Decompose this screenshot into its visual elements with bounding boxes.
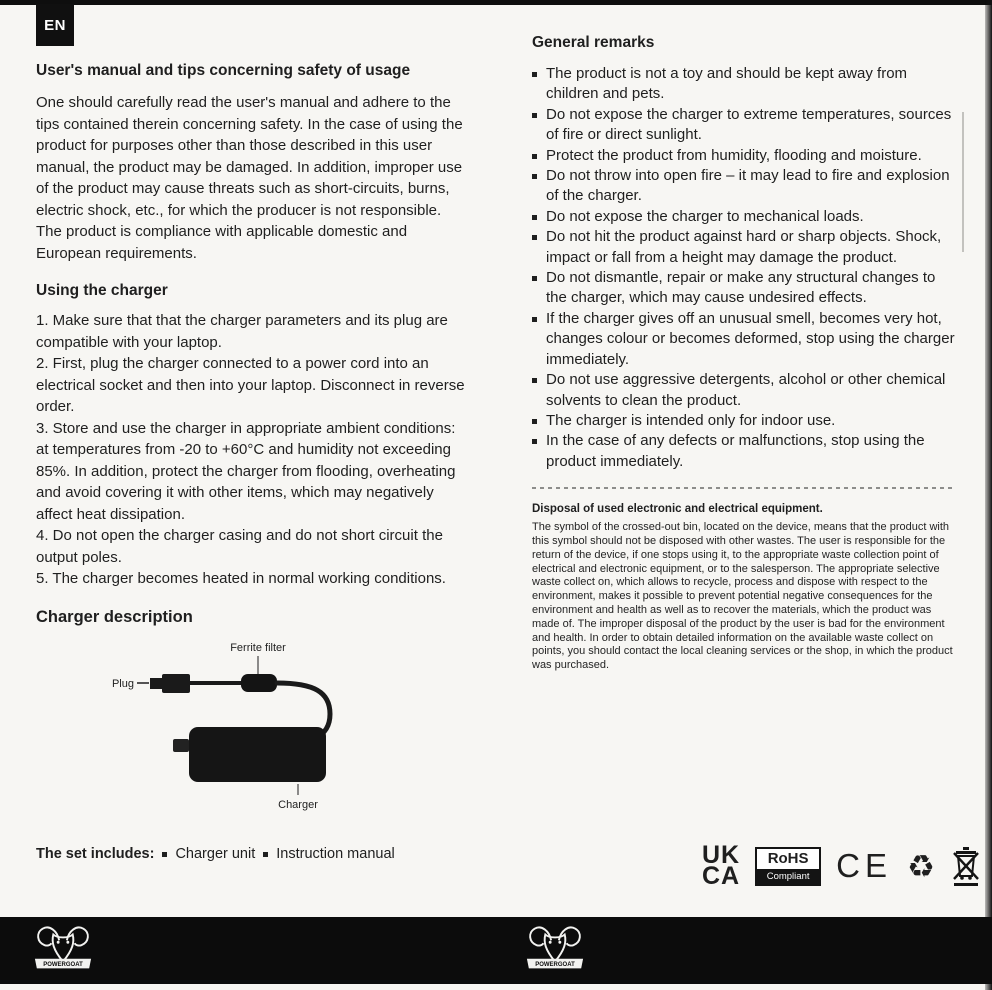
bullet-icon	[532, 174, 537, 179]
ukca-mark	[702, 841, 741, 890]
plug-label: Plug	[111, 677, 134, 690]
bullet-icon	[532, 439, 537, 444]
list-item	[532, 64, 958, 105]
powergoat-logo	[32, 922, 94, 978]
rohs-compliant-label: Compliant	[757, 869, 819, 884]
charger-diagram	[36, 635, 468, 825]
ferrite-filter-icon	[241, 674, 277, 692]
bullet-text: Do not expose the charger to mechanical loads.	[546, 207, 864, 225]
ukca-line2: CA	[702, 862, 741, 890]
bullet-icon	[532, 113, 537, 118]
powergoat-logo	[524, 922, 586, 978]
bullet-text: In the case of any defects or malfunctions, stop using the product immediately.	[546, 432, 925, 470]
right-column	[532, 34, 958, 673]
bullet-icon	[532, 154, 537, 159]
dashed-divider	[532, 487, 956, 489]
set-includes-label: The set includes:	[36, 845, 155, 862]
bullet-text: Protect the product from humidity, flooding and moisture.	[546, 146, 922, 164]
charger-description-heading: Charger description	[36, 607, 193, 626]
set-includes-item: Instruction manual	[276, 845, 395, 862]
left-column	[36, 62, 468, 862]
list-item	[532, 105, 958, 146]
using-item: 3. Store and use the charger in appropriate ambient conditions: at temperatures from -20 to +60°C and humidity not exceeding 85%. In addition, protect the charger from flooding, overheating and avoid covering it with other items, which may negatively affect heat dissipation.	[36, 419, 456, 523]
set-includes-item: Charger unit	[175, 845, 256, 862]
bullet-text: Do not expose the charger to extreme temperatures, sources of fire or direct sunlight.	[546, 105, 952, 144]
bullet-icon	[532, 235, 537, 240]
scan-edge-right	[985, 0, 992, 990]
bullet-text: Do not dismantle, repair or make any structural changes to the charger, which may cause undesired effects.	[546, 269, 936, 307]
language-badge: EN	[36, 4, 74, 46]
list-item	[532, 227, 958, 268]
plug-body-icon	[162, 674, 190, 693]
using-item: 4. Do not open the charger casing and do not short circuit the output poles.	[36, 527, 443, 566]
ce-mark: CE	[836, 847, 892, 884]
bullet-text: Do not hit the product against hard or sharp objects. Shock, impact or fall from a height may damage the product.	[546, 228, 942, 266]
bullet-icon	[532, 72, 537, 77]
scan-edge-top	[0, 0, 992, 5]
safety-body: One should carefully read the user's manual and adhere to the tips contained therein concerning safety. In the case of using the product for purposes other than those described in this user manual, the product may be damaged. In addition, improper use of the product may cause threats such as short-circuits, burns, electric shock, etc., for which the producer is not responsible. The product is compliance with applicable domestic and European requirements.	[36, 94, 463, 262]
list-item	[532, 268, 958, 309]
disposal-body: The symbol of the crossed-out bin, located on the device, means that the product with this symbol should not be disposed with other wastes. The user is responsible for the return of the device, if one stops using it, to the appropriate waste collection point of electrical and electronic equipment, or to the salesperson. The appropriate selective waste collect on, which allows to recycle, process and dispose with respect to the environment, makes it possible to prevent potential negative consequences for the environment and health as well as to recover the materials, which the product was made of. The improper disposal of the product by the user is bad for the environment and health. In order to obtain detailed information on the available waste collect on points, you should contact the local cleaning services or the shop, in which the product was purchased.	[532, 521, 953, 672]
list-item	[532, 431, 958, 472]
list-item	[532, 411, 958, 431]
plug-connector-icon	[150, 678, 162, 689]
bullet-text: If the charger gives off an unusual smell, becomes very hot, changes colour or becomes deformed, stop using the charger immediately.	[546, 309, 955, 368]
safety-heading: User's manual and tips concerning safety of usage	[36, 62, 411, 79]
list-item	[532, 146, 958, 166]
ferrite-filter-label: Ferrite filter	[230, 641, 286, 654]
bullet-icon	[162, 852, 167, 857]
disposal-heading: Disposal of used electronic and electrical equipment.	[532, 503, 823, 516]
bullet-text: Do not use aggressive detergents, alcohol or other chemical solvents to clean the product.	[546, 371, 946, 409]
footer-band	[0, 917, 992, 984]
bullet-text: The product is not a toy and should be kept away from children and pets.	[546, 65, 908, 103]
rohs-label: RoHS	[767, 849, 809, 867]
list-item	[532, 207, 958, 227]
charger-label: Charger	[278, 798, 318, 811]
list-item	[532, 370, 958, 411]
bullet-icon	[532, 378, 537, 383]
using-heading: Using the charger	[36, 282, 168, 299]
scan-artifact-line	[962, 112, 964, 252]
bullet-icon	[532, 215, 537, 220]
certification-marks	[702, 841, 982, 890]
set-includes-row	[36, 846, 468, 862]
ukca-line1: UK	[702, 841, 741, 869]
general-remarks-heading: General remarks	[532, 34, 655, 51]
list-item	[532, 166, 958, 207]
charger-input-connector-icon	[173, 739, 189, 752]
charger-brick-icon	[189, 727, 326, 782]
rohs-mark	[755, 847, 821, 886]
recycle-icon: ♻	[906, 848, 935, 884]
bullet-icon	[532, 276, 537, 281]
using-item: 2. First, plug the charger connected to a power cord into an electrical socket and then into your laptop. Disconnect in reverse order.	[36, 355, 465, 415]
bullet-icon	[532, 317, 537, 322]
powergoat-wordmark: POWERGOAT	[43, 961, 83, 968]
list-item	[532, 309, 958, 370]
weee-crossed-bin-icon	[950, 845, 982, 887]
bullet-icon	[532, 419, 537, 424]
bullet-text: The charger is intended only for indoor use.	[546, 411, 836, 429]
bullet-icon	[263, 852, 268, 857]
using-item: 5. The charger becomes heated in normal working conditions.	[36, 570, 446, 587]
powergoat-wordmark: POWERGOAT	[535, 961, 575, 968]
using-item: 1. Make sure that that the charger parameters and its plug are compatible with your laptop.	[36, 312, 448, 351]
bullet-text: Do not throw into open fire – it may lead to fire and explosion of the charger.	[546, 167, 950, 205]
